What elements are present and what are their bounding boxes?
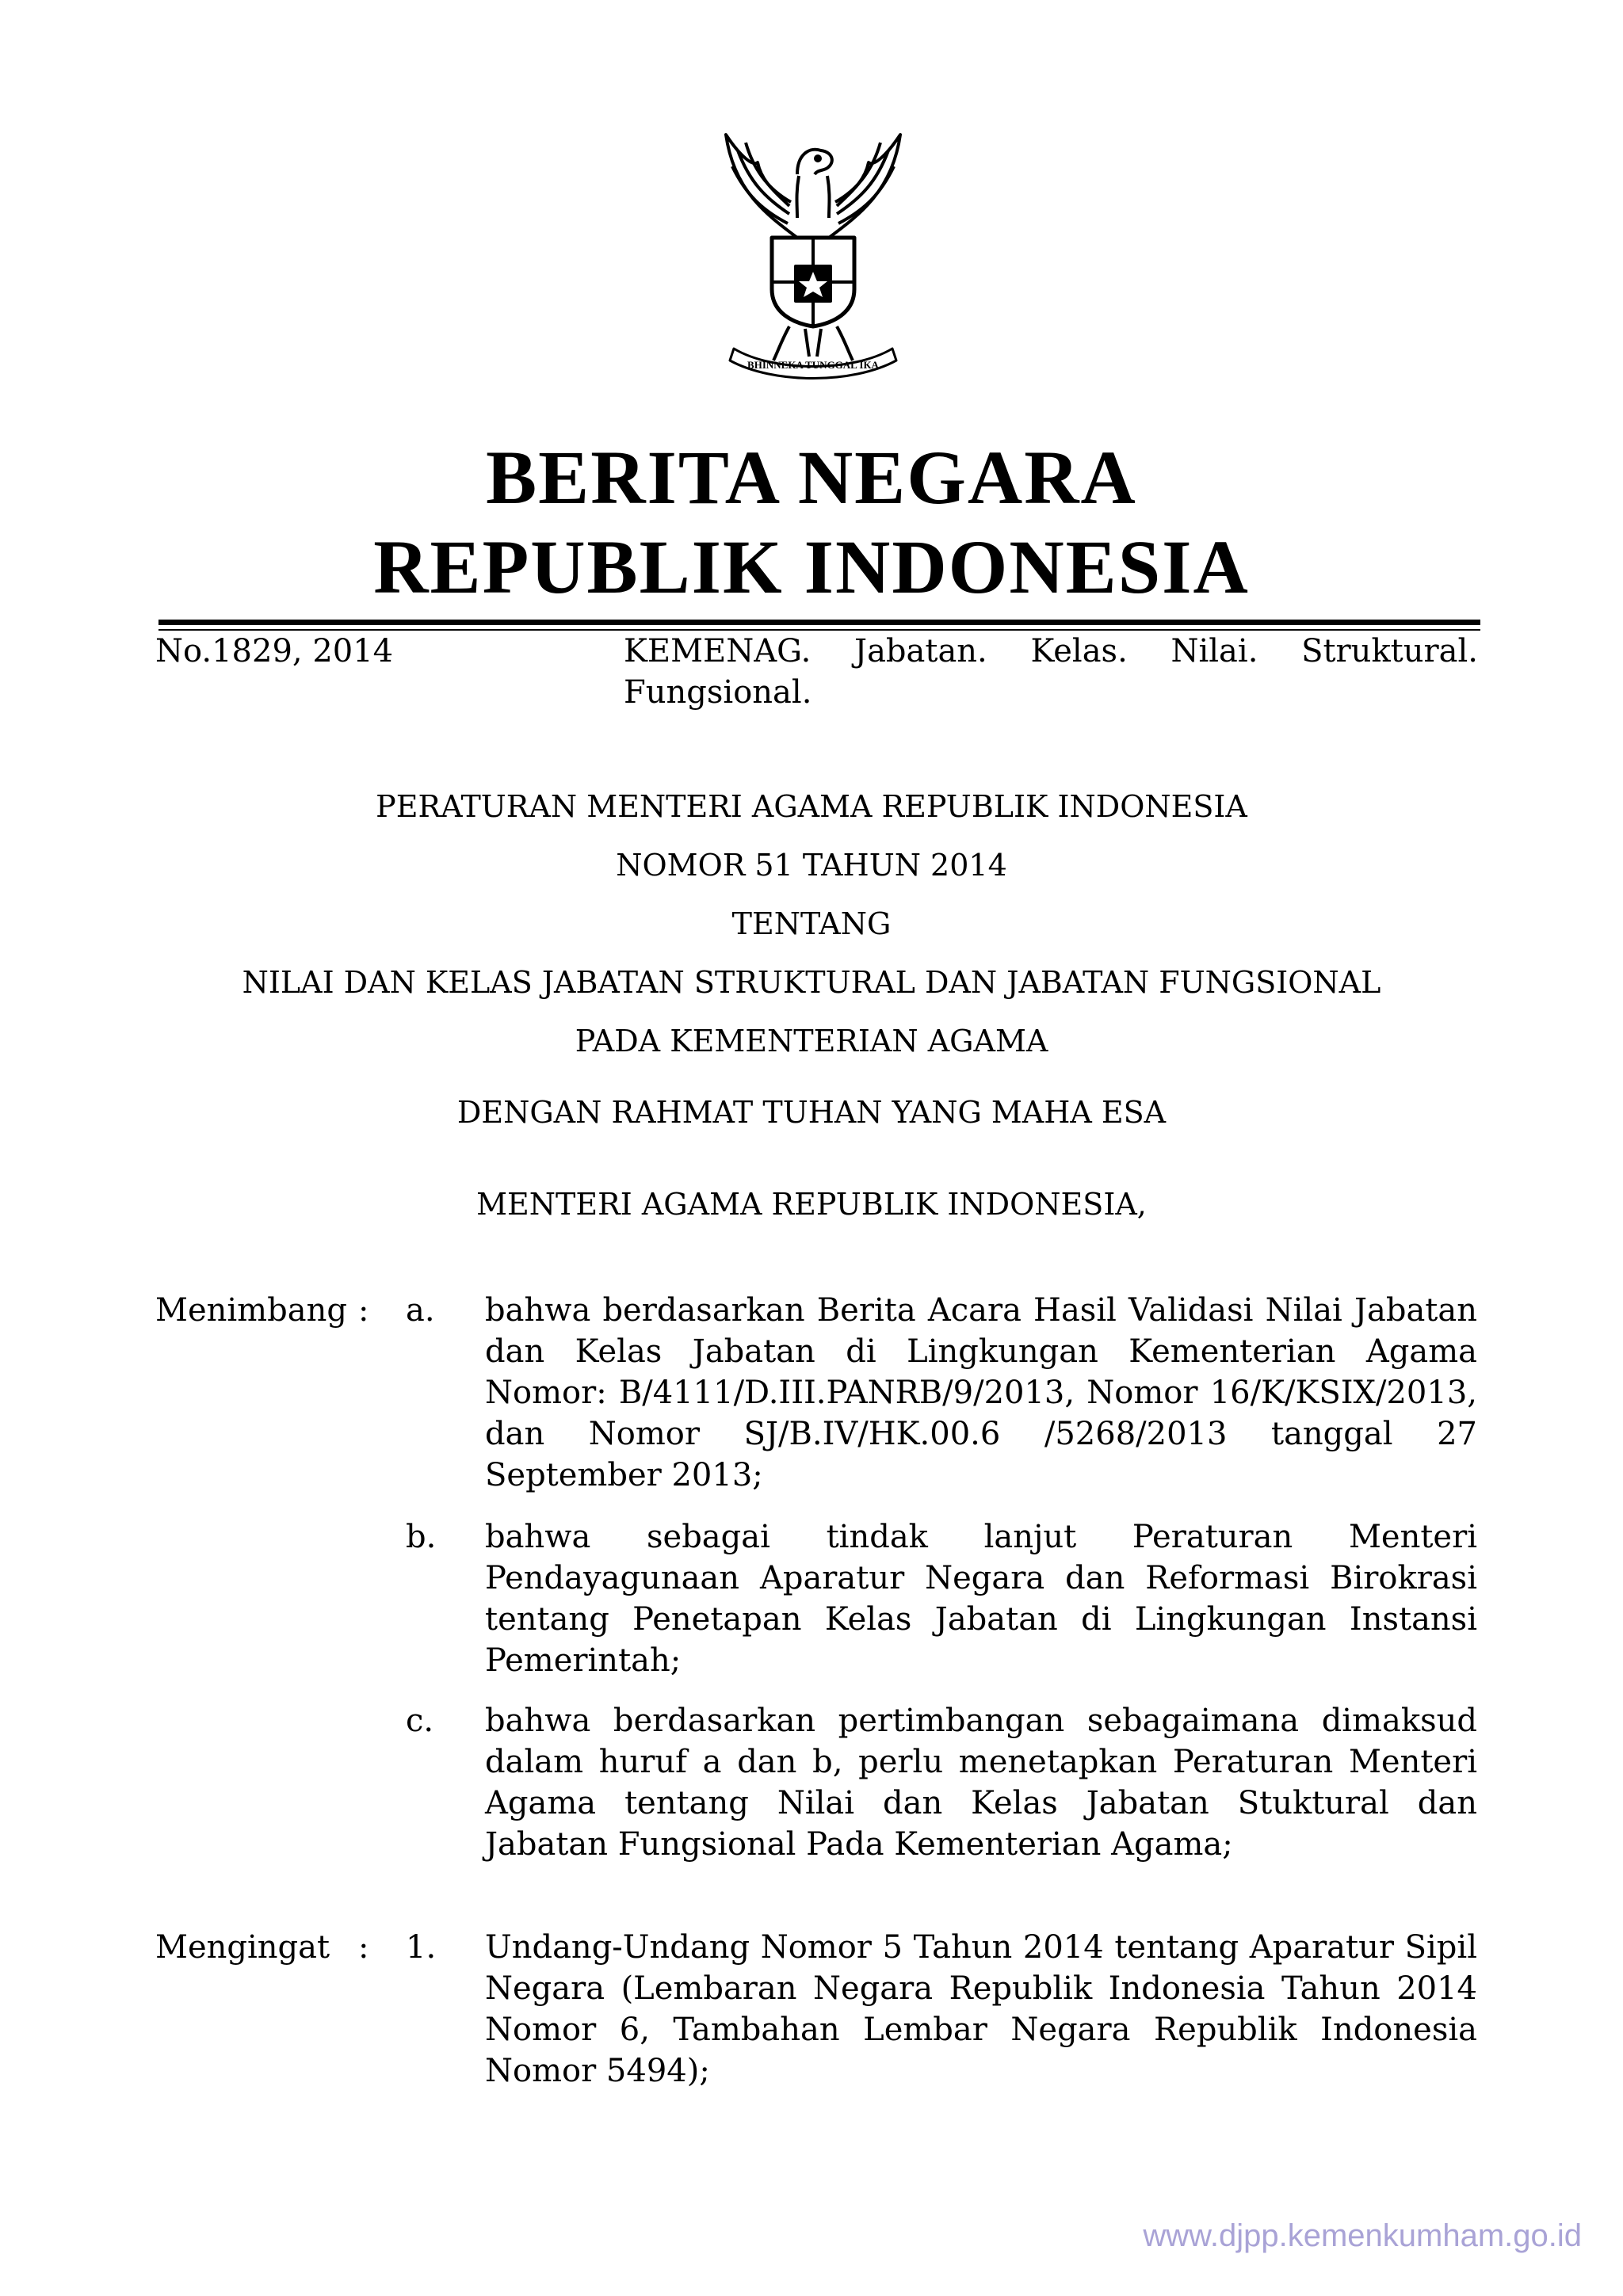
mengingat-label: Mengingat [155,1929,330,1966]
mengingat-item-1: Undang-Undang Nomor 5 Tahun 2014 tentang Aparatur Sipil Negara (Lembaran Negara Republik Indonesia Tahun 2014 Nomor 6, Tambahan Lembar Negara Republik Indonesia Nomor 5494); [485,1929,1477,2089]
title-line-4: NILAI DAN KELAS JABATAN STRUKTURAL DAN JABATAN FUNGSIONAL [242,965,1381,1000]
mengingat-marker-1: 1. [406,1929,437,1966]
title-line-2: NOMOR 51 TAHUN 2014 [616,848,1007,883]
title-line-5: PADA KEMENTERIAN AGAMA [575,1024,1048,1058]
menimbang-item-c: bahwa berdasarkan pertimbangan sebagaimana dimaksud dalam huruf a dan b, perlu menetapkan Peraturan Menteri Agama tentang Nilai dan Kelas Jabatan Stuktural dan Jabatan Fungsional Pada Kementerian Agama; [485,1703,1477,1863]
issuer: MENTERI AGAMA REPUBLIK INDONESIA, [476,1187,1147,1222]
menimbang-item-a: bahwa berdasarkan Berita Acara Hasil Validasi Nilai Jabatan dan Kelas Jabatan di Lingkungan Kementerian Agama Nomor: B/4111/D.III.PANRB/9/2013, Nomor 16/K/KSIX/2013, dan Nomor SJ/B.IV/HK.00.6 /5268/2013 tanggal 27 September 2013; [485,1292,1477,1493]
menimbang-marker-c: c. [406,1703,434,1739]
source-url-link[interactable]: www.djpp.kemenkumham.go.id [1143,2218,1582,2253]
menimbang-colon: : [358,1292,369,1329]
menimbang-label: Menimbang [155,1292,347,1329]
menimbang-marker-b: b. [406,1519,437,1555]
masthead-line2: REPUBLIK INDONESIA [373,524,1250,609]
title-line-3: TENTANG [731,906,892,941]
gazette-number: No.1829, 2014 [155,633,394,669]
motto-text: BHINNEKA TUNGGAL IKA [747,359,879,371]
garuda-emblem-icon [678,119,948,388]
title-line-1: PERATURAN MENTERI AGAMA REPUBLIK INDONESIA [376,789,1247,824]
masthead-divider [158,620,1480,625]
menimbang-marker-a: a. [406,1292,435,1329]
gazette-subject: KEMENAG. Jabatan. Kelas. Nilai. Struktural. Fungsional. [624,633,1478,711]
masthead-line1: BERITA NEGARA [486,435,1137,520]
preamble: DENGAN RAHMAT TUHAN YANG MAHA ESA [456,1095,1167,1130]
menimbang-item-b: bahwa sebagai tindak lanjut Peraturan Menteri Pendayagunaan Aparatur Negara dan Reformasi Birokrasi tentang Penetapan Kelas Jabatan di Lingkungan Instansi Pemerintah; [485,1519,1477,1679]
mengingat-colon: : [358,1929,369,1966]
